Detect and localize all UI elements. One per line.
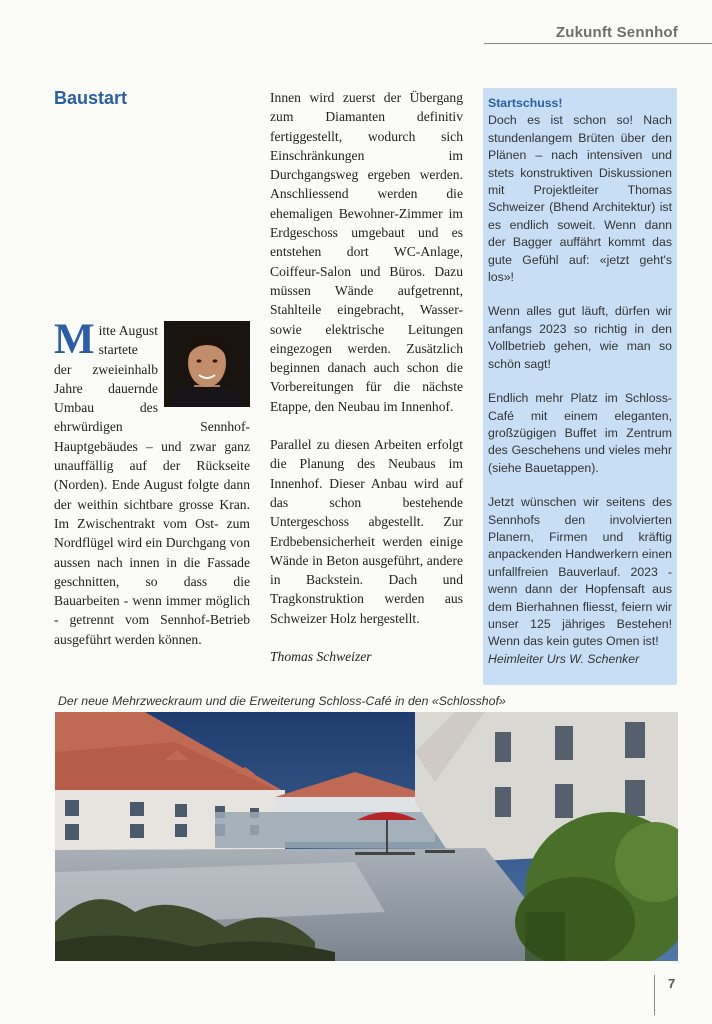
- portrait-photo: [164, 321, 250, 407]
- article-author: Thomas Schweizer: [270, 649, 372, 665]
- article-paragraph: Innen wird zuerst der Übergang zum Diamanten definitiv fertiggestellt, wodurch sich Einschränkungen im Durchgangsweg ergeben werden. Anschliessend werden die ehemaligen Bewohner-Zimmer im Erdgeschoss umgebaut und es entstehen dort WC-Anlage, Coiffeur-Salon und Büros. Dazu müssen Wände aufgetrennt, Stahlteile eingebracht, Wasser- sowie elektrische Leitungen eingezogen werden. Zusätzlich beginnen danach auch schon die Vorbereitungen für die nächste Etappe, den Neubau im Innenhof.: [270, 90, 463, 414]
- sidebar-paragraph: Endlich mehr Platz im Schloss-Café mit einem eleganten, großzügigen Buffet im Zentrum des Geschehens und vieles mehr (siehe Bauetappen).: [488, 391, 672, 475]
- photo-caption: Der neue Mehrzweckraum und die Erweiterung Schloss-Café in den «Schlosshof»: [58, 694, 506, 708]
- page-number: 7: [668, 976, 676, 991]
- article-column-2: [270, 88, 463, 666]
- article-heading: Baustart: [54, 88, 128, 108]
- dropcap: M: [54, 316, 95, 363]
- page-number-rule: [654, 975, 655, 1015]
- header-rule: [484, 43, 712, 44]
- sidebar-signature: Heimleiter Urs W. Schenker: [488, 651, 640, 666]
- building-rendering-image: [55, 712, 678, 961]
- section-title: Zukunft Sennhof: [555, 24, 678, 41]
- sidebar-paragraph: Wenn alles gut läuft, dürfen wir anfangs 2023 so richtig in den Vollbetrieb gehen, wie man so schön sagt!: [488, 304, 672, 371]
- sidebar-paragraph: Doch es ist schon so! Nach stundenlangem Brüten über den Plänen – nach intensiven und stets konstruktiven Diskussionen mit Projektleiter Thomas Schweizer (Bhend Architektur) ist es endlich soweit. Wenn dann der Bagger auffährt kommt das gute Gefühl auf: «jetzt geht's los»!: [488, 113, 672, 285]
- article-paragraph: Parallel zu diesen Arbeiten erfolgt die Planung des Neubaus im Innenhof. Dieser Anbau wird auf das schon bestehende Untergeschoss abgestellt. Zur Erdbebensicherheit werden einige Wände in Beton ausgeführt, andere in Backstein. Dach und Tragkonstruktion werden aus Schweizer Holz hergestellt.: [270, 437, 463, 626]
- sidebar-title: Startschuss!: [488, 96, 563, 110]
- article-paragraph: itte August startete der zweieinhalb Jahre dauernde Umbau des ehrwürdigen Sennhof-Hauptgebäudes – und zwar ganz unauffällig auf der Rückseite (Norden). Ende August folgte dann der weithin sichtbare grosse Kran. Im Zwischentrakt vom Ost- zum Nordflügel wird ein Durchgang von aussen nach innen in die Fassade geschnitten, so dass die Bauarbeiten - wenn immer möglich - getrennt vom Sennhof-Betrieb ausgeführt werden können.: [54, 323, 250, 647]
- sidebar-box: [483, 88, 677, 685]
- sidebar-paragraph: Jetzt wünschen wir seitens des Sennhofs den involvierten Planern, Firmen und kräftig anpackenden Handwerkern einen unfallfreien Bauverlauf. 2023 - wenn dann der Hopfensaft aus dem Bierhahnen fliesst, feiern wir unser 125 jähriges Bestehen! Wenn das kein gutes Omen ist!: [488, 495, 672, 649]
- article-column-1: [54, 316, 250, 649]
